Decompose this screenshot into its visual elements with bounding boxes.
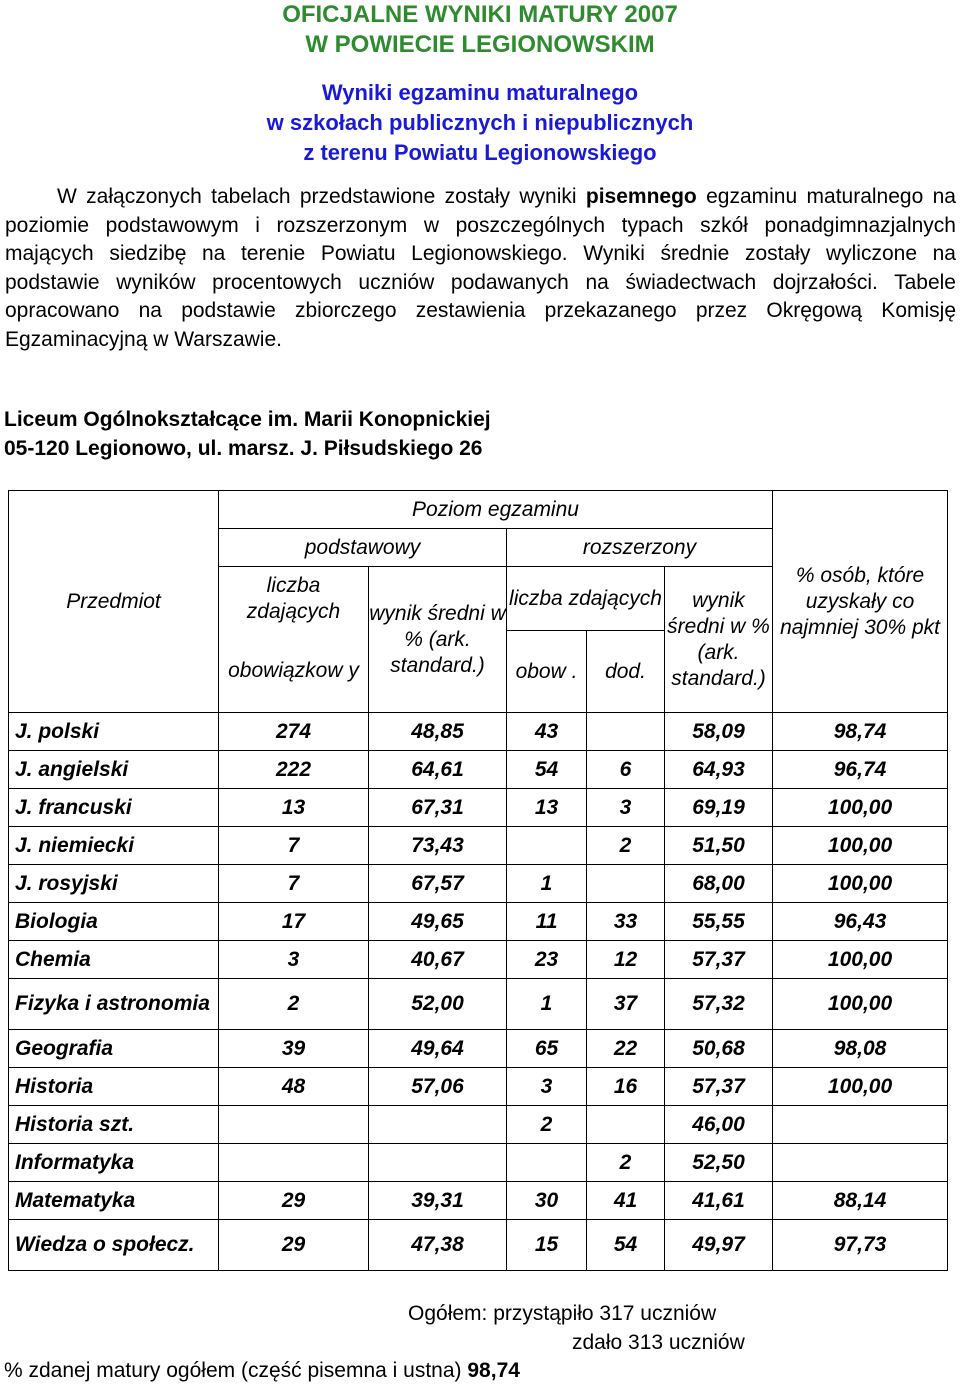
cell-ext-avg: 49,97: [665, 1220, 773, 1271]
cell-basic-avg: 67,57: [369, 865, 507, 903]
cell-ext-avg: 57,37: [665, 941, 773, 979]
cell-basic-count: 17: [219, 903, 369, 941]
cell-ext-optional: 3: [587, 789, 665, 827]
table-row: [9, 903, 948, 941]
summary-pass-rate-label: % zdanej matury ogółem (część pisemna i ustna): [4, 1359, 468, 1382]
summary-pass-rate: [4, 1356, 520, 1385]
cell-basic-count: 274: [219, 713, 369, 751]
cell-basic-avg: 57,06: [369, 1068, 507, 1106]
table-row: [9, 865, 948, 903]
cell-subject: J. angielski: [9, 751, 219, 789]
cell-subject: Chemia: [9, 941, 219, 979]
header-count-basic: liczba zdających: [219, 567, 369, 631]
header-basic: podstawowy: [219, 529, 507, 567]
cell-percent: 97,73: [773, 1220, 948, 1271]
cell-subject: Historia: [9, 1068, 219, 1106]
cell-ext-optional: 41: [587, 1182, 665, 1220]
cell-ext-optional: 16: [587, 1068, 665, 1106]
document-subtitle: [0, 78, 960, 168]
cell-ext-avg: 57,32: [665, 979, 773, 1030]
cell-percent: 88,14: [773, 1182, 948, 1220]
school-address: 05-120 Legionowo, ul. marsz. J. Piłsudskiego 26: [4, 437, 483, 460]
header-extended: rozszerzony: [507, 529, 773, 567]
cell-percent: 100,00: [773, 789, 948, 827]
cell-subject: Informatyka: [9, 1144, 219, 1182]
cell-ext-optional: 6: [587, 751, 665, 789]
cell-ext-mandatory: 1: [507, 865, 587, 903]
table-row: [9, 751, 948, 789]
cell-percent: 100,00: [773, 1068, 948, 1106]
cell-subject: Fizyka i astronomia: [9, 979, 219, 1030]
table-row: [9, 1030, 948, 1068]
summary-taken: Ogółem: przystąpiło 317 uczniów: [408, 1302, 717, 1325]
subtitle-line-2: w szkołach publicznych i niepublicznych: [266, 110, 694, 135]
intro-paragraph: [5, 183, 956, 354]
cell-ext-mandatory: 2: [507, 1106, 587, 1144]
summary-passed: zdało 313 uczniów: [572, 1331, 745, 1354]
cell-percent: 96,74: [773, 751, 948, 789]
table-row: [9, 979, 948, 1030]
header-mandatory-extended: obow .: [507, 631, 587, 713]
cell-ext-optional: [587, 713, 665, 751]
cell-ext-avg: 68,00: [665, 865, 773, 903]
cell-ext-optional: 37: [587, 979, 665, 1030]
cell-percent: 100,00: [773, 865, 948, 903]
cell-basic-avg: 39,31: [369, 1182, 507, 1220]
table-body: [9, 713, 948, 1271]
cell-ext-optional: 54: [587, 1220, 665, 1271]
cell-basic-count: 39: [219, 1030, 369, 1068]
cell-basic-avg: 48,85: [369, 713, 507, 751]
cell-basic-avg: 49,65: [369, 903, 507, 941]
cell-basic-count: 7: [219, 827, 369, 865]
cell-basic-avg: 67,31: [369, 789, 507, 827]
cell-basic-count: 29: [219, 1182, 369, 1220]
school-name: Liceum Ogólnokształcące im. Marii Konopnickiej: [4, 408, 491, 431]
cell-percent: 98,74: [773, 713, 948, 751]
table-header: [9, 491, 948, 713]
cell-ext-avg: 55,55: [665, 903, 773, 941]
cell-ext-mandatory: [507, 1144, 587, 1182]
cell-basic-avg: 47,38: [369, 1220, 507, 1271]
table-row: [9, 1220, 948, 1271]
cell-percent: 96,43: [773, 903, 948, 941]
cell-ext-mandatory: [507, 827, 587, 865]
title-line-1: OFICJALNE WYNIKI MATURY 2007: [282, 1, 678, 28]
cell-subject: Matematyka: [9, 1182, 219, 1220]
cell-ext-avg: 57,37: [665, 1068, 773, 1106]
cell-ext-avg: 64,93: [665, 751, 773, 789]
cell-subject: Historia szt.: [9, 1106, 219, 1144]
intro-bold-word: pisemnego: [585, 185, 697, 208]
cell-percent: [773, 1106, 948, 1144]
document-title: [0, 0, 960, 60]
table-row: [9, 827, 948, 865]
cell-subject: Wiedza o społecz.: [9, 1220, 219, 1271]
cell-basic-count: 7: [219, 865, 369, 903]
cell-ext-optional: 22: [587, 1030, 665, 1068]
cell-basic-avg: 73,43: [369, 827, 507, 865]
cell-percent: 100,00: [773, 979, 948, 1030]
cell-basic-count: 2: [219, 979, 369, 1030]
cell-percent: 100,00: [773, 827, 948, 865]
header-mandatory-basic: obowiązkow y: [219, 631, 369, 713]
cell-ext-mandatory: 65: [507, 1030, 587, 1068]
cell-basic-avg: 64,61: [369, 751, 507, 789]
cell-subject: Biologia: [9, 903, 219, 941]
results-table: [8, 490, 948, 1271]
cell-ext-avg: 69,19: [665, 789, 773, 827]
table-row: [9, 713, 948, 751]
cell-ext-optional: 12: [587, 941, 665, 979]
cell-ext-avg: 46,00: [665, 1106, 773, 1144]
cell-basic-count: 29: [219, 1220, 369, 1271]
cell-subject: J. francuski: [9, 789, 219, 827]
cell-basic-count: 13: [219, 789, 369, 827]
header-count-extended: liczba zdających: [507, 567, 665, 631]
cell-ext-optional: 2: [587, 1144, 665, 1182]
cell-basic-count: 48: [219, 1068, 369, 1106]
header-level: Poziom egzaminu: [219, 491, 773, 529]
header-optional-extended: dod.: [587, 631, 665, 713]
header-subject: Przedmiot: [9, 491, 219, 713]
intro-text-rest: egzaminu maturalnego na poziomie podstawowym i rozszerzonym w poszczególnych typach szkół ponadgimnazjalnych mających siedzibę na terenie Powiatu Legionowskiego. Wyniki średnie zostały wyliczone na podstawie wyników procentowych uczniów podawanych na świadectwach dojrzałości. Tabele opracowano na podstawie zbiorczego zestawienia przekazanego przez Okręgową Komisję Egzaminacyjną w Warszawie.: [5, 185, 956, 351]
table-row: [9, 789, 948, 827]
cell-percent: 100,00: [773, 941, 948, 979]
cell-ext-mandatory: 11: [507, 903, 587, 941]
cell-ext-mandatory: 30: [507, 1182, 587, 1220]
cell-ext-optional: 33: [587, 903, 665, 941]
cell-basic-count: 222: [219, 751, 369, 789]
cell-basic-avg: [369, 1144, 507, 1182]
header-percent: % osób, które uzyskały co najmniej 30% pkt: [773, 491, 948, 713]
cell-subject: J. polski: [9, 713, 219, 751]
cell-ext-mandatory: 13: [507, 789, 587, 827]
table-row: [9, 1068, 948, 1106]
cell-basic-avg: 40,67: [369, 941, 507, 979]
cell-ext-optional: [587, 865, 665, 903]
cell-ext-optional: 2: [587, 827, 665, 865]
cell-basic-count: [219, 1106, 369, 1144]
cell-ext-mandatory: 54: [507, 751, 587, 789]
cell-percent: [773, 1144, 948, 1182]
header-avg-extended: wynik średni w % (ark. standard.): [665, 567, 773, 713]
cell-subject: J. niemiecki: [9, 827, 219, 865]
cell-ext-mandatory: 1: [507, 979, 587, 1030]
table-row: [9, 941, 948, 979]
cell-ext-mandatory: 23: [507, 941, 587, 979]
cell-ext-mandatory: 3: [507, 1068, 587, 1106]
cell-basic-count: [219, 1144, 369, 1182]
cell-ext-avg: 51,50: [665, 827, 773, 865]
title-line-2: W POWIECIE LEGIONOWSKIM: [305, 31, 655, 58]
school-info: [4, 405, 491, 463]
header-avg-basic: wynik średni w % (ark. standard.): [369, 567, 507, 713]
cell-ext-optional: [587, 1106, 665, 1144]
cell-basic-avg: 52,00: [369, 979, 507, 1030]
cell-ext-mandatory: 43: [507, 713, 587, 751]
subtitle-line-1: Wyniki egzaminu maturalnego: [321, 80, 639, 105]
cell-ext-avg: 41,61: [665, 1182, 773, 1220]
cell-ext-avg: 50,68: [665, 1030, 773, 1068]
cell-basic-avg: 49,64: [369, 1030, 507, 1068]
intro-text-start: W załączonych tabelach przedstawione zostały wyniki: [57, 185, 586, 208]
cell-ext-avg: 58,09: [665, 713, 773, 751]
subtitle-line-3: z terenu Powiatu Legionowskiego: [303, 140, 657, 165]
table-row: [9, 1144, 948, 1182]
cell-percent: 98,08: [773, 1030, 948, 1068]
cell-basic-count: 3: [219, 941, 369, 979]
summary-pass-rate-value: 98,74: [467, 1359, 520, 1382]
cell-ext-avg: 52,50: [665, 1144, 773, 1182]
table-row: [9, 1106, 948, 1144]
cell-ext-mandatory: 15: [507, 1220, 587, 1271]
cell-subject: J. rosyjski: [9, 865, 219, 903]
cell-basic-avg: [369, 1106, 507, 1144]
table-row: [9, 1182, 948, 1220]
cell-subject: Geografia: [9, 1030, 219, 1068]
